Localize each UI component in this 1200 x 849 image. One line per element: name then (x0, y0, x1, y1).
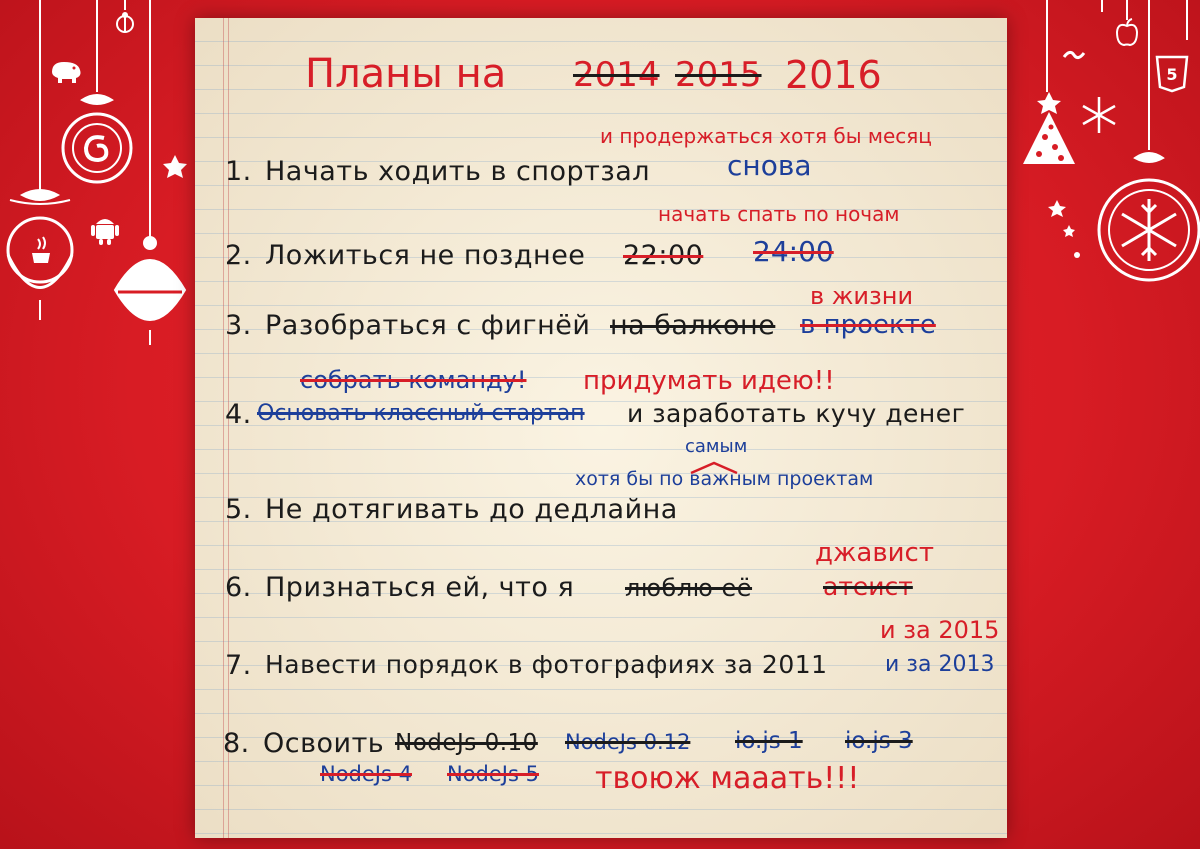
list-item-text: Не дотягивать до дедлайна (265, 494, 678, 525)
inserted-word: самым (685, 436, 748, 457)
crossed-version: NodeJs 0.10 (395, 730, 538, 756)
apple-icon (1114, 18, 1140, 48)
list-item-number: 1. (225, 156, 252, 187)
note-red: джавист (815, 538, 934, 568)
list-item-text: Освоить (263, 728, 385, 759)
note-blue: хотя бы по важным проектам (575, 468, 874, 490)
list-item-text: Навести порядок в фотографиях за 2011 (265, 650, 828, 679)
note-red: придумать идею!! (583, 366, 835, 396)
crossed-time: 22:00 (623, 240, 704, 271)
title-current-year: 2016 (785, 53, 882, 97)
list-item-text: Разобраться с фигнёй (265, 310, 591, 341)
crossed-phrase: Основать классный стартап (257, 401, 585, 426)
left-ornaments (0, 0, 195, 849)
list-item-number: 3. (225, 310, 252, 341)
list-item-number: 5. (225, 494, 252, 525)
crossed-phrase: в проекте (800, 310, 936, 340)
html5-icon (1155, 55, 1189, 93)
list-item-text: Ложиться не позднее (265, 240, 586, 271)
crossed-phrase: люблю её (625, 574, 753, 602)
notebook-paper (195, 18, 1007, 838)
added-phrase: и за 2013 (885, 652, 995, 677)
hadoop-elephant-icon (48, 58, 84, 84)
list-item-text: Начать ходить в спортзал (265, 156, 651, 187)
svg-text:5: 5 (1166, 65, 1178, 84)
list-item-number: 7. (225, 650, 252, 681)
debian-swirl-icon (82, 132, 112, 164)
crossed-time: 24:00 (753, 235, 834, 268)
star-icon (1062, 45, 1086, 65)
list-item-number: 4. (225, 399, 252, 430)
list-item-number: 6. (225, 572, 252, 603)
ladybug-icon (112, 10, 138, 36)
android-icon (90, 212, 120, 246)
crossed-version: NodeJs 0.12 (565, 730, 691, 754)
crossed-version: NodeJs 4 (320, 762, 412, 786)
snowflake-icon (1079, 95, 1119, 135)
crossed-version: io.js 1 (735, 728, 803, 754)
crossed-phrase: атеист (823, 572, 913, 601)
note-red: и продержаться хотя бы месяц (600, 124, 932, 148)
crossed-version: NodeJs 5 (447, 762, 539, 786)
list-item-text: Признаться ей, что я (265, 572, 575, 603)
list-item-number: 2. (225, 240, 252, 271)
added-word: снова (727, 149, 812, 182)
snowflake-icon (1114, 195, 1184, 265)
title-crossed-year: 2014 (573, 55, 660, 95)
title-crossed-year: 2015 (675, 55, 762, 95)
java-icon (28, 235, 54, 267)
final-exclamation: твоюж мааать!!! (595, 761, 860, 796)
title-prefix: Планы на (305, 51, 507, 97)
crossed-phrase: на балконе (610, 310, 776, 341)
list-item-number: 8. (223, 728, 250, 759)
crossed-phrase: собрать команду! (300, 366, 527, 394)
note-red: в жизни (810, 282, 914, 310)
crossed-version: io.js 3 (845, 728, 913, 754)
note-red: и за 2015 (880, 616, 1000, 644)
right-ornaments (1007, 0, 1200, 849)
list-item-text: и заработать кучу денег (627, 399, 966, 428)
note-red: начать спать по ночам (658, 202, 900, 226)
christmas-tree-icon (1017, 92, 1081, 172)
